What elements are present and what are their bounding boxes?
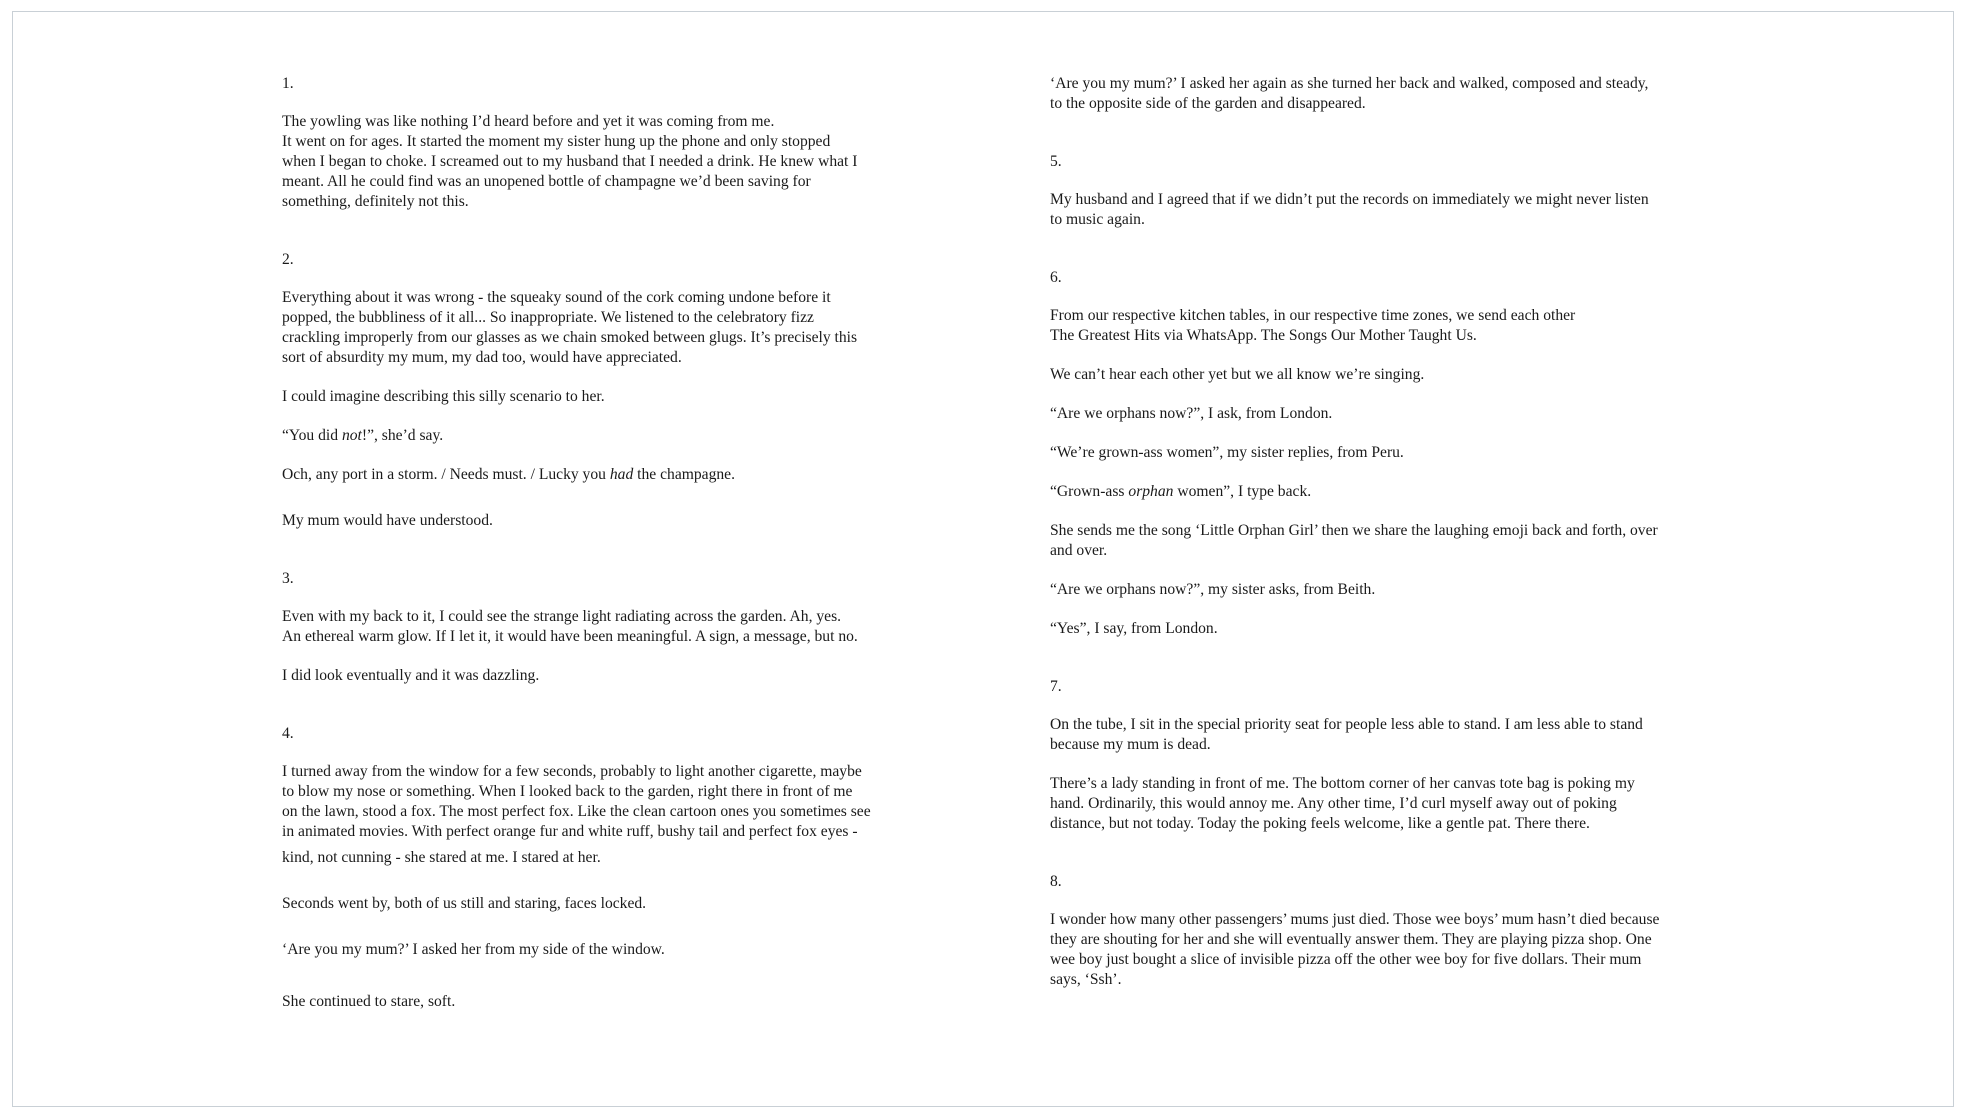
- text-line: crackling improperly from our glasses as we chain smoked between glugs. It’s precisely this: [282, 329, 858, 346]
- text-line: distance, but not today. Today the poking feels welcome, like a gentle pat. There there.: [1050, 815, 1590, 832]
- paragraph: [1050, 910, 1700, 990]
- section-number-3: 3.: [282, 570, 294, 587]
- text-line: It went on for ages. It started the moment my sister hung up the phone and only stopped: [282, 133, 831, 150]
- paragraph: [282, 112, 922, 212]
- text-line: on the lawn, stood a fox. The most perfect fox. Like the clean cartoon ones you sometimes see: [282, 803, 871, 820]
- text-line: My husband and I agreed that if we didn’t put the records on immediately we might never listen: [1050, 191, 1649, 208]
- text-line: I wonder how many other passengers’ mums just died. Those wee boys’ mum hasn’t died because: [1050, 911, 1660, 928]
- text-run: “Grown-ass: [1050, 483, 1129, 500]
- text-line: wee boy just bought a slice of invisible pizza off the other wee boy for five dollars. Their mum: [1050, 951, 1642, 968]
- paragraph: [282, 992, 922, 1012]
- paragraph: [282, 940, 922, 960]
- text-line: kind, not cunning - she stared at me. I stared at her.: [282, 849, 601, 866]
- paragraph: [1050, 619, 1700, 639]
- right-column: [1050, 74, 1700, 990]
- paragraph: [1050, 580, 1700, 600]
- text-line: says, ‘Ssh’.: [1050, 971, 1122, 988]
- paragraph: [1050, 715, 1700, 755]
- text-line: The yowling was like nothing I’d heard before and yet it was coming from me.: [282, 113, 775, 130]
- section-number-6: 6.: [1050, 269, 1062, 286]
- emphasis-text: had: [609, 466, 634, 483]
- text-line: hand. Ordinarily, this would annoy me. Any other time, I’d curl myself away out of poking: [1050, 795, 1617, 812]
- text-line: and over.: [1050, 542, 1108, 559]
- text-line: because my mum is dead.: [1050, 736, 1211, 753]
- paragraph: [282, 607, 922, 647]
- text-line: I turned away from the window for a few seconds, probably to light another cigarette, maybe: [282, 763, 862, 780]
- text-line: From our respective kitchen tables, in our respective time zones, we send each other: [1050, 307, 1576, 324]
- paragraph: [1050, 443, 1700, 463]
- section-number-7: 7.: [1050, 678, 1062, 695]
- text-line: ‘Are you my mum?’ I asked her from my side of the window.: [282, 941, 665, 958]
- text-run: !”, she’d say.: [361, 427, 444, 444]
- paragraph: [282, 465, 922, 485]
- paragraph: [282, 666, 922, 686]
- text-line: “We’re grown-ass women”, my sister replies, from Peru.: [1050, 444, 1404, 461]
- text-line: Everything about it was wrong - the squeaky sound of the cork coming undone before it: [282, 289, 831, 306]
- text-line: something, definitely not this.: [282, 193, 469, 210]
- text-line: they are shouting for her and she will eventually answer them. They are playing pizza shop. One: [1050, 931, 1652, 948]
- text-line: I did look eventually and it was dazzling.: [282, 667, 540, 684]
- paragraph: [282, 426, 922, 446]
- emphasis-text: orphan: [1128, 483, 1174, 500]
- text-line: to music again.: [1050, 211, 1145, 228]
- text-run: the champagne.: [633, 466, 735, 483]
- paragraph: [1050, 365, 1700, 385]
- text-line: sort of absurdity my mum, my dad too, would have appreciated.: [282, 349, 682, 366]
- text-line: to the opposite side of the garden and disappeared.: [1050, 95, 1366, 112]
- paragraph: [1050, 482, 1700, 502]
- text-line: My mum would have understood.: [282, 512, 493, 529]
- text-line: Seconds went by, both of us still and staring, faces locked.: [282, 895, 647, 912]
- paragraph: [1050, 74, 1700, 114]
- paragraph: [282, 511, 922, 531]
- section-number-8: 8.: [1050, 873, 1062, 890]
- text-line: The Greatest Hits via WhatsApp. The Songs Our Mother Taught Us.: [1050, 327, 1477, 344]
- left-column: [282, 74, 922, 1012]
- text-line: ‘Are you my mum?’ I asked her again as she turned her back and walked, composed and steady,: [1050, 75, 1649, 92]
- text-line: She continued to stare, soft.: [282, 993, 456, 1010]
- paragraph: [1050, 190, 1700, 230]
- text-line: in animated movies. With perfect orange fur and white ruff, bushy tail and perfect fox eyes -: [282, 823, 858, 840]
- text-run: “You did: [282, 427, 342, 444]
- paragraph: [282, 894, 922, 914]
- emphasis-text: not: [341, 427, 362, 444]
- paragraph: [1050, 404, 1700, 424]
- text-run: Och, any port in a storm. / Needs must. / Lucky you: [282, 466, 610, 483]
- paragraph: [282, 387, 922, 407]
- section-number-2: 2.: [282, 251, 294, 268]
- section-number-4: 4.: [282, 725, 294, 742]
- text-line: “Yes”, I say, from London.: [1050, 620, 1218, 637]
- text-line: [282, 465, 922, 485]
- text-line: when I began to choke. I screamed out to my husband that I needed a drink. He knew what I: [282, 153, 858, 170]
- text-line: We can’t hear each other yet but we all know we’re singing.: [1050, 366, 1425, 383]
- text-line: There’s a lady standing in front of me. The bottom corner of her canvas tote bag is poking my: [1050, 775, 1635, 792]
- text-line: “Are we orphans now?”, I ask, from London.: [1050, 405, 1333, 422]
- section-number-1: 1.: [282, 75, 294, 92]
- paragraph: [1050, 306, 1700, 346]
- paragraph: [1050, 774, 1700, 834]
- text-line: On the tube, I sit in the special priority seat for people less able to stand. I am less able to stand: [1050, 716, 1643, 733]
- text-line: [282, 426, 922, 446]
- text-line: Even with my back to it, I could see the strange light radiating across the garden. Ah, yes.: [282, 608, 842, 625]
- text-line: popped, the bubbliness of it all... So inappropriate. We listened to the celebratory fizz: [282, 309, 814, 326]
- text-line: She sends me the song ‘Little Orphan Girl’ then we share the laughing emoji back and forth, over: [1050, 522, 1658, 539]
- text-line: I could imagine describing this silly scenario to her.: [282, 388, 605, 405]
- text-line: An ethereal warm glow. If I let it, it would have been meaningful. A sign, a message, but no.: [282, 628, 858, 645]
- section-number-5: 5.: [1050, 153, 1062, 170]
- text-line: meant. All he could find was an unopened bottle of champagne we’d been saving for: [282, 173, 811, 190]
- text-run: women”, I type back.: [1173, 483, 1312, 500]
- text-line: to blow my nose or something. When I looked back to the garden, right there in front of me: [282, 783, 853, 800]
- text-line: [1050, 482, 1700, 502]
- paragraph: [282, 288, 922, 368]
- paragraph: [1050, 521, 1700, 561]
- paragraph: [282, 762, 922, 868]
- text-line: “Are we orphans now?”, my sister asks, from Beith.: [1050, 581, 1376, 598]
